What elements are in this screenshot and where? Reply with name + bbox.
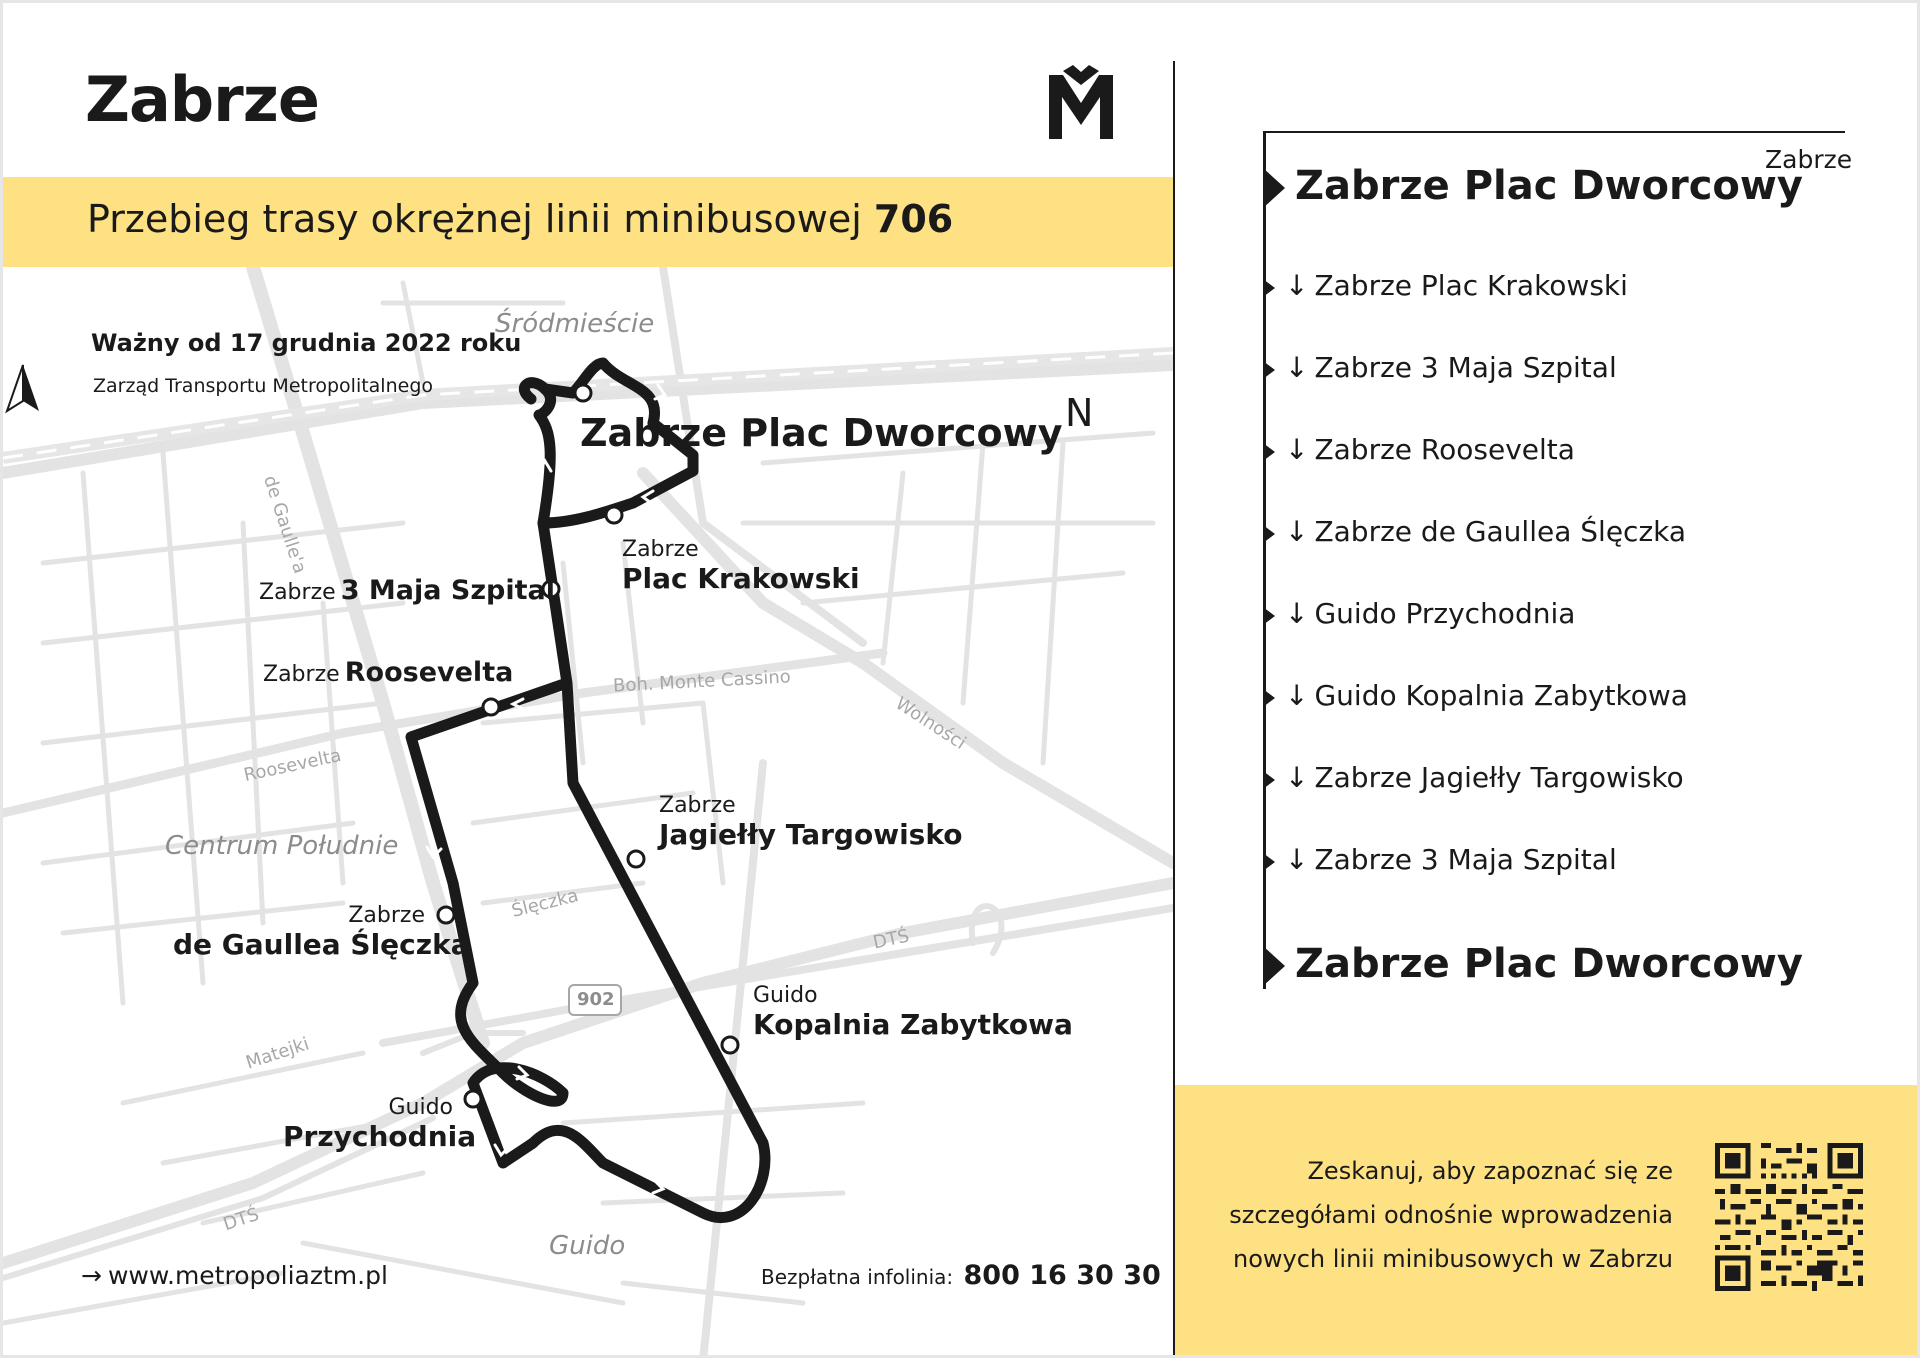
website-url: www.metropoliaztm.pl: [107, 1261, 388, 1290]
stop-3-maja-szpital-label: [259, 575, 555, 606]
arrow-right-icon: →: [81, 1261, 102, 1290]
arrow-down-icon: ↓: [1285, 269, 1309, 302]
timeline-stop-name: Zabrze 3 Maja Szpital: [1314, 843, 1617, 876]
banner-text: Przebieg trasy okrężnej linii minibusowej: [87, 197, 862, 241]
timeline-stop-name: Zabrze Jagiełły Targowisko: [1314, 761, 1684, 794]
infoline: [761, 1260, 1161, 1291]
stop-prefix: Guido: [753, 983, 818, 1008]
timeline-stop-name: Zabrze Roosevelta: [1314, 433, 1575, 466]
timeline-start-name: Zabrze Plac Dworcowy: [1295, 163, 1803, 209]
arrow-down-icon: ↓: [1285, 351, 1309, 384]
street-dts-west: DTŚ: [220, 1203, 262, 1236]
stop-kopalnia-zabytkowa-label: [753, 983, 1073, 1041]
authority-name: Zarząd Transportu Metropolitalnego: [93, 375, 434, 397]
stop-name: Roosevelta: [344, 657, 514, 688]
stop-prefix: Zabrze: [263, 662, 340, 687]
city-title: Zabrze: [85, 63, 319, 136]
timeline-city: Zabrze: [1765, 145, 1853, 174]
qr-text-line: szczegółami odnośnie wprowadzenia: [1229, 1201, 1673, 1229]
street-wolnosci: Wolności: [891, 693, 970, 754]
triangle-marker-icon: [1263, 168, 1285, 208]
validity-date: Ważny od 17 grudnia 2022 roku: [91, 329, 522, 357]
arrow-down-icon: ↓: [1285, 433, 1309, 466]
road-number-902: 902: [577, 989, 615, 1010]
timeline-stop-name: Zabrze Plac Krakowski: [1314, 269, 1628, 302]
qr-info-box: [1175, 1085, 1920, 1358]
triangle-marker-icon: [1263, 525, 1275, 543]
street-boh-monte-cassino: Boh. Monte Cassino: [612, 666, 792, 697]
stop-de-gaullea-sleczka-label: [173, 903, 470, 961]
triangle-marker-icon: [1263, 946, 1285, 986]
street-de-gaullea: de Gaulle'a: [259, 473, 311, 577]
timeline-stop-name: Zabrze 3 Maja Szpital: [1314, 351, 1617, 384]
route-banner: [3, 177, 1173, 267]
timeline-stop-name: Guido Przychodnia: [1314, 597, 1576, 630]
qr-text-line: nowych linii minibusowych w Zabrzu: [1232, 1245, 1673, 1273]
stop-prefix: Zabrze: [659, 793, 736, 818]
stop-prefix: Zabrze: [259, 580, 336, 605]
stop-prefix: Guido: [388, 1095, 453, 1120]
stop-prefix: Zabrze: [622, 537, 699, 562]
street-dts-east: DTŚ: [871, 925, 912, 954]
stop-name: Plac Krakowski: [622, 562, 860, 595]
stop-prefix: Zabrze: [348, 903, 425, 928]
street-roosevelta: Roosevelta: [241, 744, 344, 787]
place-srodmiescie: Śródmieście: [495, 309, 655, 339]
stop-jagielly-targowisko-label: [659, 793, 962, 851]
place-guido: Guido: [549, 1231, 626, 1261]
stop-name: Jagiełły Targowisko: [659, 818, 963, 851]
stop-plac-krakowski-label: [622, 537, 860, 595]
triangle-marker-icon: [1263, 279, 1275, 297]
triangle-marker-icon: [1263, 771, 1275, 789]
north-arrow-icon: [3, 333, 43, 443]
triangle-marker-icon: [1263, 607, 1275, 625]
street-sleczka: Ślęczka: [509, 885, 581, 922]
infoline-label: Bezpłatna infolinia:: [761, 1265, 954, 1289]
arrow-down-icon: ↓: [1285, 843, 1309, 876]
stop-name: Kopalnia Zabytkowa: [753, 1008, 1073, 1041]
place-centrum-poludnie: Centrum Południe: [165, 831, 399, 861]
triangle-marker-icon: [1263, 443, 1275, 461]
qr-text-line: Zeskanuj, aby zapoznać się ze: [1307, 1157, 1673, 1185]
metropolia-logo-icon: [1049, 63, 1113, 139]
triangle-marker-icon: [1263, 853, 1275, 871]
compass-label: N: [1065, 391, 1094, 435]
timeline-stop-name: Zabrze de Gaullea Ślęczka: [1314, 515, 1687, 548]
triangle-marker-icon: [1263, 689, 1275, 707]
arrow-down-icon: ↓: [1285, 597, 1309, 630]
stop-name: de Gaullea Ślęczka: [173, 928, 470, 961]
timeline-top-rule: [1263, 131, 1845, 133]
stop-roosevelta-label: [263, 657, 513, 688]
stop-plac-dworcowy-label: Zabrze Plac Dworcowy: [580, 411, 1063, 455]
banner-title: [87, 197, 953, 241]
arrow-down-icon: ↓: [1285, 515, 1309, 548]
line-number: 706: [873, 197, 954, 241]
arrow-down-icon: ↓: [1285, 679, 1309, 712]
infoline-number: 800 16 30 30: [963, 1260, 1161, 1291]
stop-przychodnia-label: [283, 1095, 477, 1153]
qr-description: [1229, 1149, 1673, 1281]
street-matejki: Matejki: [243, 1033, 312, 1074]
arrow-down-icon: ↓: [1285, 761, 1309, 794]
qr-code-icon[interactable]: [1715, 1143, 1863, 1291]
triangle-marker-icon: [1263, 361, 1275, 379]
stop-name: Przychodnia: [283, 1120, 477, 1153]
timeline-end-name: Zabrze Plac Dworcowy: [1295, 941, 1803, 987]
website-link[interactable]: [81, 1261, 388, 1290]
timeline-stop-name: Guido Kopalnia Zabytkowa: [1314, 679, 1688, 712]
stop-name: 3 Maja Szpital: [340, 575, 556, 606]
